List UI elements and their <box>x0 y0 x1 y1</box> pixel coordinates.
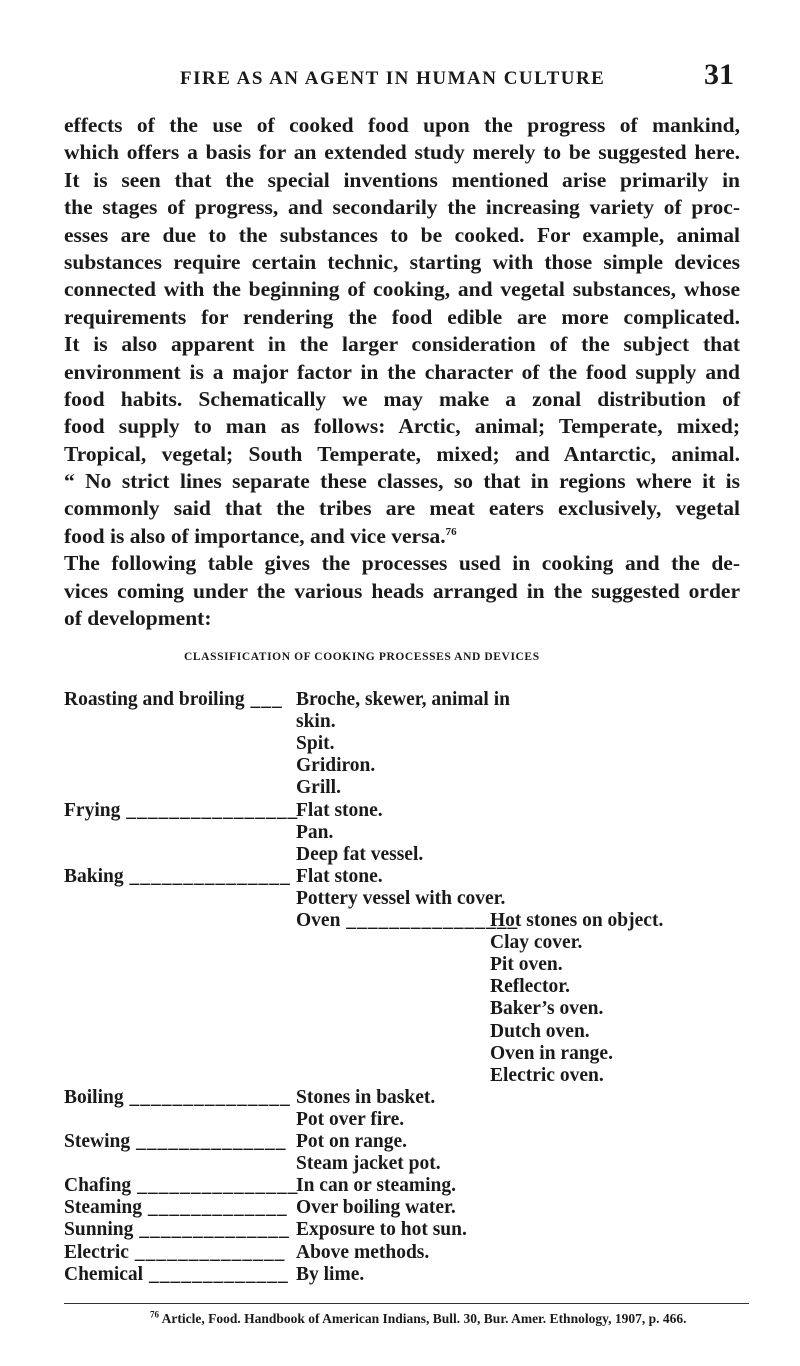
body-line <box>64 276 740 303</box>
body-line-text: environment is a major factor in the character of the food supply and <box>64 359 740 384</box>
device-name <box>296 844 423 866</box>
device-label: Pan. <box>296 821 334 843</box>
body-line-text: Tropical, vegetal; South Temperate, mixed; and Antarctic, animal. <box>64 441 740 466</box>
process-name <box>64 1219 290 1241</box>
device-name <box>296 1219 467 1241</box>
device-label: Oven <box>296 910 341 931</box>
sub-device-name: Pit oven. <box>490 954 563 976</box>
body-line <box>64 331 740 358</box>
device-label: Exposure to hot sun. <box>296 1219 467 1241</box>
sub-device-name: Electric oven. <box>490 1064 604 1086</box>
body-line: of development: <box>64 606 212 631</box>
device-name <box>296 888 505 910</box>
process-name <box>64 800 298 822</box>
body-line-text: the stages of progress, and secondarily the increasing variety of proc- <box>64 195 740 220</box>
body-line-text: food supply to man as follows: Arctic, animal; Temperate, mixed; <box>64 414 740 439</box>
body-line-text: It is also apparent in the larger consideration of the subject that <box>64 332 740 357</box>
body-line-text: connected with the beginning of cooking, and vegetal substances, whose <box>64 277 740 302</box>
process-label: Stewing <box>64 1131 131 1152</box>
process-label: Chafing <box>64 1175 132 1197</box>
process-label: Sunning <box>64 1219 134 1241</box>
device-name <box>296 755 375 777</box>
process-name <box>64 866 291 888</box>
body-line <box>64 495 740 522</box>
page-number: 31 <box>704 58 734 91</box>
device-label: Grill. <box>296 777 341 799</box>
process-label: Baking <box>64 865 124 887</box>
process-label: Frying <box>64 799 121 821</box>
device-label: skin. <box>296 711 336 733</box>
footnote-reference: 76 <box>445 525 457 538</box>
body-line <box>64 386 740 413</box>
dot-leader: _______________ <box>123 1086 291 1108</box>
process-label: Boiling <box>64 1086 124 1108</box>
body-line <box>64 441 740 468</box>
dot-leader: ________________ <box>120 799 299 821</box>
dot-leader: _____________ <box>143 1263 289 1285</box>
device-name <box>296 1242 429 1264</box>
process-name <box>64 1175 298 1197</box>
device-label: Broche, skewer, animal in <box>296 689 510 710</box>
process-name <box>64 1242 285 1264</box>
body-line <box>64 112 740 139</box>
body-line <box>64 359 740 386</box>
dot-leader: ___ <box>244 689 283 710</box>
device-name <box>296 800 383 822</box>
body-line <box>64 249 740 276</box>
process-name <box>64 1197 288 1219</box>
body-line-text: substances require certain technic, starting with those simple devices <box>64 249 740 274</box>
sub-device-name: Oven in range. <box>490 1042 613 1064</box>
body-line-text: effects of the use of cooked food upon the progress of mankind, <box>64 113 740 137</box>
sub-device-name: Hot stones on object. <box>490 910 664 931</box>
process-name <box>64 1131 286 1153</box>
page-header <box>0 58 800 102</box>
body-line-text: which offers a basis for an extended study merely to be suggested here. <box>64 140 740 165</box>
body-line <box>64 222 740 249</box>
process-name <box>64 1087 291 1109</box>
dot-leader: _______________ <box>123 865 291 887</box>
device-name <box>296 1109 404 1131</box>
device-label: Pot on range. <box>296 1131 408 1152</box>
body-line-text: requirements for rendering the food edible are more complicated. <box>64 304 740 329</box>
device-label: Pottery vessel with cover. <box>296 887 506 909</box>
device-name <box>296 777 341 799</box>
body-line <box>64 413 740 440</box>
body-line-text: esses are due to the substances to be cooked. For example, animal <box>64 222 740 247</box>
process-label: Electric <box>64 1241 129 1263</box>
footnote-text: Article, Food. Handbook of American Indians, Bull. 30, Bur. Amer. Ethnology, 1907, p. 466. <box>161 1311 687 1326</box>
device-name <box>296 1131 407 1153</box>
body-line-text: It is seen that the special inventions mentioned arise primarily in <box>64 167 740 192</box>
device-name <box>296 910 518 932</box>
device-name <box>296 711 336 733</box>
device-name <box>296 822 333 844</box>
device-label: Flat stone. <box>296 865 383 887</box>
process-name <box>64 689 283 711</box>
device-name <box>296 1153 441 1175</box>
device-name <box>296 689 510 711</box>
body-text <box>64 112 740 632</box>
device-name <box>296 1264 364 1286</box>
table-caption: CLASSIFICATION OF COOKING PROCESSES AND DEVICES <box>184 651 540 663</box>
process-name <box>64 1264 289 1286</box>
device-label: Gridiron. <box>296 755 376 777</box>
body-line-text: “ No strict lines separate these classes, so that in regions where it is <box>64 469 740 494</box>
body-line-text: food is also of importance, and vice versa. <box>64 523 446 548</box>
device-name <box>296 1197 456 1219</box>
device-label: Over boiling water. <box>296 1197 456 1219</box>
device-name <box>296 733 334 755</box>
device-name <box>296 1087 435 1109</box>
dot-leader: ______________ <box>133 1219 290 1241</box>
body-line: vices coming under the various heads arranged in the suggested order <box>64 578 740 603</box>
body-line <box>64 194 740 221</box>
device-label: Spit. <box>296 733 335 755</box>
device-name <box>296 866 383 888</box>
footnote-rule <box>64 1303 749 1304</box>
body-line <box>64 523 740 550</box>
device-label: By lime. <box>296 1263 365 1285</box>
sub-device-name: Clay cover. <box>490 932 583 954</box>
dot-leader: _______________ <box>131 1175 299 1197</box>
dot-leader: ________________ <box>340 910 519 931</box>
process-label: Roasting and broiling <box>64 689 245 710</box>
sub-device-name: Reflector. <box>490 976 570 998</box>
device-label: Stones in basket. <box>296 1086 436 1108</box>
device-name <box>296 1175 456 1197</box>
body-line <box>64 468 740 495</box>
dot-leader: ______________ <box>128 1241 286 1263</box>
body-line <box>64 167 740 194</box>
device-label: Steam jacket pot. <box>296 1153 441 1175</box>
footnote <box>150 1311 686 1327</box>
running-title: FIRE AS AN AGENT IN HUMAN CULTURE <box>180 68 606 89</box>
process-label: Chemical <box>64 1263 144 1285</box>
device-label: Above methods. <box>296 1241 430 1263</box>
dot-leader: _____________ <box>142 1197 288 1219</box>
body-line <box>64 304 740 331</box>
body-line: The following table gives the processes used in cooking and the de- <box>64 551 740 576</box>
device-label: In can or steaming. <box>296 1175 456 1197</box>
body-line-text: commonly said that the tribes are meat eaters exclusively, vegetal <box>64 496 740 521</box>
sub-device-name: Dutch oven. <box>490 1020 590 1042</box>
body-line-text: food habits. Schematically we may make a zonal distribution of <box>64 386 740 411</box>
footnote-marker: 76 <box>150 1309 159 1320</box>
process-label: Steaming <box>64 1197 142 1219</box>
device-label: Flat stone. <box>296 799 383 821</box>
sub-device-name: Baker’s oven. <box>490 998 604 1020</box>
dot-leader: ______________ <box>130 1131 287 1152</box>
device-label: Deep fat vessel. <box>296 843 424 865</box>
device-label: Pot over fire. <box>296 1108 405 1130</box>
body-line <box>64 139 740 166</box>
